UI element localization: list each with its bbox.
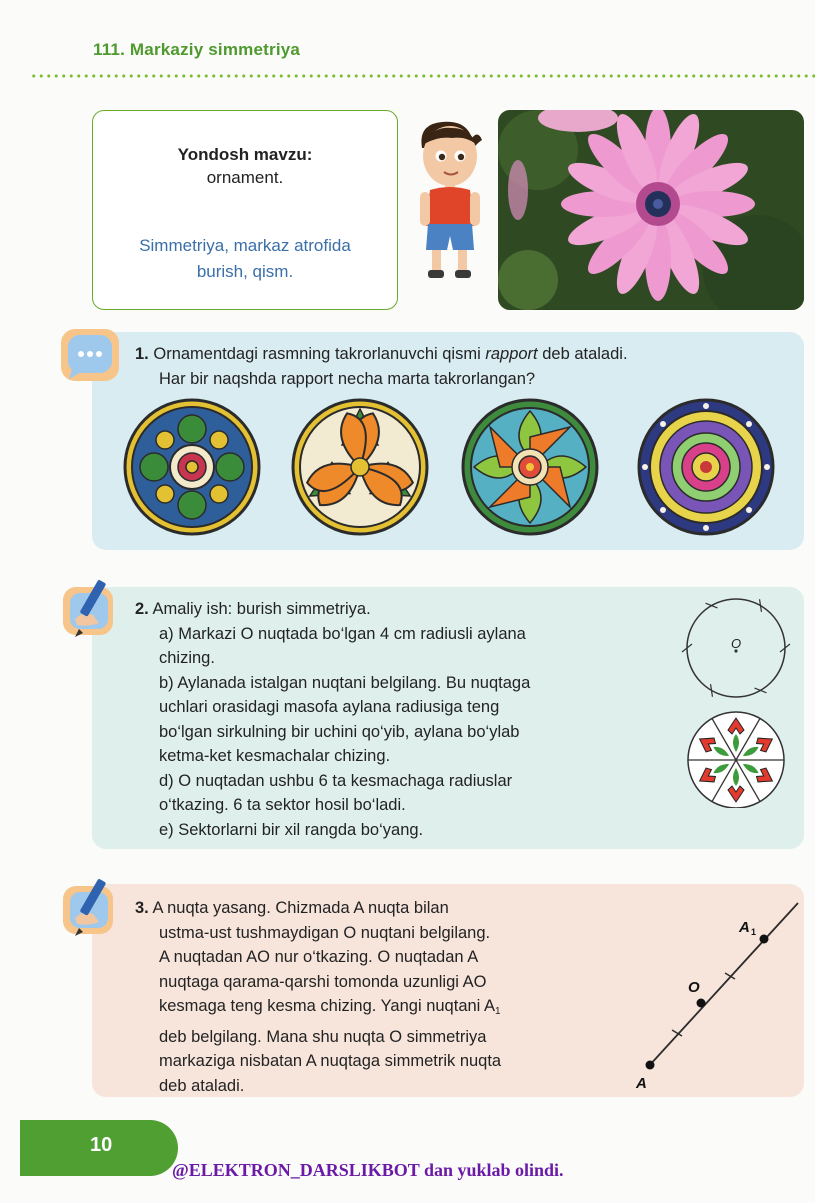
- rosette-1: [125, 400, 259, 534]
- compass-circle: [682, 599, 790, 697]
- task-2-b-line-4: ketma-ket kesmachalar chizing.: [159, 747, 391, 765]
- task-3-line-7: markaziga nisbatan A nuqtaga simmetrik nuqta: [159, 1052, 502, 1070]
- flower-photo: [498, 110, 804, 310]
- pencil-hand-icon: [61, 876, 117, 938]
- task-3-line-8: deb ataladi.: [159, 1076, 245, 1095]
- task-1-line-1-end: deb ataladi.: [542, 345, 628, 363]
- task-3-line-3: A nuqtadan AO nur o‘tkazing. O nuqtadan A: [159, 948, 479, 966]
- pencil-hand-icon: [61, 577, 117, 639]
- task-3-line-5: [135, 994, 605, 1025]
- task-2-e-line-1: e) Sektorlarni bir xil rangda bo‘yang.: [159, 820, 424, 839]
- download-watermark: @ELEKTRON_DARSLIKBOT dan yuklab olindi.: [172, 1160, 564, 1180]
- section-title: 111. Markaziy simmetriya: [93, 40, 301, 59]
- task-2-a-line-2: chizing.: [159, 649, 215, 667]
- rosette-2: [293, 400, 427, 534]
- task-3-number: 3.: [135, 899, 149, 917]
- task-3-line-4: nuqtaga qarama-qarshi tomonda uzunligi AO: [159, 972, 487, 991]
- task-1-line-2: Har bir naqshda rapport necha marta takrorlangan?: [159, 369, 536, 388]
- keywords-line-1: Simmetriya, markaz atrofida: [139, 236, 351, 255]
- task-1-line-1-start: Ornamentdagi rasmning takrorlanuvchi qismi: [153, 345, 481, 363]
- keywords-line-2: burish, qism.: [196, 262, 294, 281]
- chat-bubble-icon: [59, 327, 121, 385]
- task-1-text: [135, 342, 795, 391]
- task-2-text: [135, 597, 645, 842]
- task-3-text: [135, 896, 605, 1098]
- ornament-rosettes: [122, 397, 778, 537]
- point-symmetry-figure: [628, 895, 806, 1095]
- label-A: A: [636, 1075, 647, 1092]
- six-sector-circle: [688, 712, 784, 808]
- task-2-title: Amaliy ish: burish simmetriya.: [152, 600, 371, 618]
- task-3-line-6: deb belgilang. Mana shu nuqta O simmetriya: [159, 1027, 487, 1046]
- task-2-d-line-2: o‘tkazing. 6 ta sektor hosil bo‘ladi.: [159, 796, 406, 814]
- task-3-line-5-subscript: 1: [495, 1006, 501, 1017]
- task-3-line-5-text: kesmaga teng kesma chizing. Yangi nuqtani A: [159, 997, 496, 1015]
- boy-illustration: [408, 118, 490, 288]
- point-A1: [760, 935, 769, 944]
- task-2-b-line-2: uchlari orasidagi masofa aylana radiusiga teng: [159, 698, 500, 716]
- related-topic-name: ornament.: [206, 168, 284, 187]
- rosette-4: [639, 400, 773, 534]
- label-O: O: [730, 636, 742, 651]
- ray-line: [648, 903, 798, 1067]
- task-1-number: 1.: [135, 345, 149, 363]
- task-3-line-1: A nuqta yasang. Chizmada A nuqta bilan: [152, 899, 449, 917]
- task-2-b-line-3: bo‘lgan sirkulning bir uchini qo‘yib, aylana bo‘ylab: [159, 722, 520, 741]
- task-2-number: 2.: [135, 600, 149, 618]
- label-O: O: [688, 979, 700, 996]
- task-2-a-line-1: a) Markazi O nuqtada bo‘lgan 4 cm radiusli aylana: [159, 624, 526, 643]
- point-A: [646, 1061, 655, 1070]
- point-O: [697, 999, 706, 1008]
- keywords: [93, 233, 397, 285]
- task-2-d-line-1: d) O nuqtadan ushbu 6 ta kesmachaga radiuslar: [159, 771, 513, 790]
- circle-construction-figure: [678, 596, 794, 808]
- rosette-3: [463, 400, 597, 534]
- task-2-b-line-1: b) Aylanada istalgan nuqtani belgilang. Bu nuqtaga: [159, 673, 531, 692]
- dotted-divider: [30, 74, 815, 78]
- label-A1-subscript: 1: [751, 927, 757, 937]
- page-number: 10: [90, 1134, 113, 1156]
- task-3-line-2: ustma-ust tushmaydigan O nuqtani belgilang.: [159, 923, 491, 942]
- related-topic-box: [92, 110, 398, 310]
- label-A1: A: [739, 919, 750, 936]
- related-topic-heading: Yondosh mavzu:: [177, 145, 313, 164]
- task-1-term-rapport: rapport: [485, 345, 538, 363]
